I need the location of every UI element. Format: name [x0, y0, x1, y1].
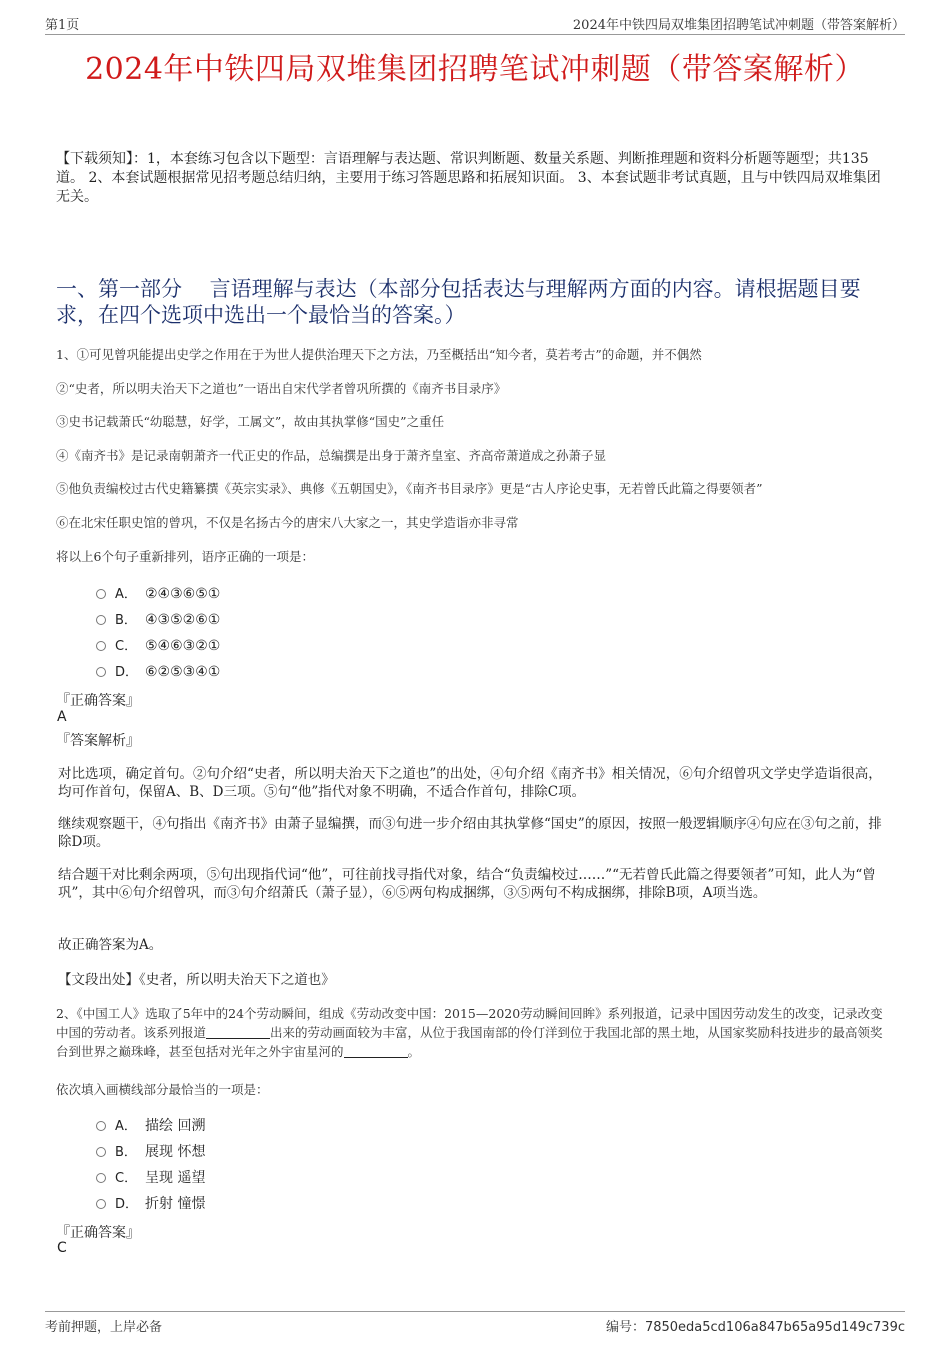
q2-option-b[interactable]: B． 展现 怀想	[96, 1141, 205, 1161]
q2-option-d[interactable]: D． 折射 憧憬	[96, 1193, 205, 1213]
q2-option-a[interactable]: A． 描绘 回溯	[96, 1115, 205, 1135]
radio-icon[interactable]	[96, 1121, 106, 1131]
q1-analysis-para-2: 继续观察题干，④句指出《南齐书》由萧子显编撰，而③句进一步介绍由其执掌修“国史”的原因，按照一般逻辑顺序④句应在③句之前，排除D项。	[58, 816, 882, 850]
q1-sentence-2: ②“史者，所以明夫治天下之道也”一语出自宋代学者曾巩所撰的《南齐书目录序》	[56, 381, 507, 396]
download-notice: 【下载须知】：1，本套练习包含以下题型：言语理解与表达题、常识判断题、数量关系题、判断推理题和资料分析题等题型；共135道。 2、本套试题根据常见招考题总结归纳，主要用于练习答题思路和拓展知识面。 3、本套试题非考试真题，且与中铁四局双堆集团无关。	[56, 151, 881, 205]
section-title: 一、第一部分 言语理解与表达（本部分包括表达与理解两方面的内容。请根据题目要求，在四个选项中选出一个最恰当的答案。）	[56, 277, 861, 327]
q1-sentence-6: ⑥在北宋任职史馆的曾巩，不仅是名扬古今的唐宋八大家之一，其史学造诣亦非寻常	[56, 515, 519, 530]
page-header	[45, 14, 905, 35]
q1-analysis-para-3: 结合题干对比剩余两项，⑤句出现指代词“他”，可往前找寻指代对象，结合“负责编校过……”“无若曾氏此篇之得要领者”可知，此人为“曾巩”，其中⑥句介绍曾巩，而③句介绍萧氏（萧子显），⑥⑤两句构成捆绑，③⑤两句不构成捆绑，排除B项，A项当选。	[58, 867, 876, 901]
document-title: 2024年中铁四局双堆集团招聘笔试冲刺题（带答案解析）	[85, 52, 865, 87]
radio-icon[interactable]	[96, 1147, 106, 1157]
q1-correct-answer: A	[57, 709, 67, 725]
radio-icon[interactable]	[96, 641, 106, 651]
q2-correct-answer: C	[57, 1240, 67, 1256]
header-doc-title: 2024年中铁四局双堆集团招聘笔试冲刺题（带答案解析）	[572, 18, 905, 33]
q1-option-c[interactable]: C． ⑤④⑥③②①	[96, 635, 220, 654]
q2-stem: 2、《中国工人》选取了5年中的24个劳动瞬间，组成《劳动改变中国：2015—2020劳动瞬间回眸》系列报道，记录中国因劳动发生的改变，记录改变中国的劳动者。该系列报道 出来的劳动画面较为丰富，从位于我国南部的伶仃洋到位于我国北部的黑土地，从国家奖励科技进步的最高领奖台到世界之巅珠峰，甚至包括对光年之外宇宙星河的 。	[56, 1006, 883, 1059]
q1-analysis-para-1: 对比选项，确定首句。②句介绍“史者，所以明夫治天下之道也”的出处，④句介绍《南齐书》相关情况，⑥句介绍曾巩文学史学造诣很高，均可作首句，保留A、B、D三项。⑤句“他”指代对象不明确，不适合作首句，排除C项。	[58, 766, 882, 800]
q1-source: 【文段出处】《史者，所以明夫治天下之道也》	[58, 972, 335, 988]
q1-option-a[interactable]: A． ②④③⑥⑤①	[96, 583, 220, 602]
footer-code: 编号：7850eda5cd106a847b65a95d149c739c	[605, 1320, 905, 1335]
page-number: 第1页	[45, 18, 80, 33]
q1-option-d[interactable]: D． ⑥②⑤③④①	[96, 661, 220, 680]
q2-prompt: 依次填入画横线部分最恰当的一项是：	[56, 1082, 269, 1097]
radio-icon[interactable]	[96, 589, 106, 599]
q1-sentence-4: ④《南齐书》是记录南朝萧齐一代正史的作品，总编撰是出身于萧齐皇室、齐高帝萧道成之孙萧子显	[56, 448, 607, 463]
q1-sentence-3: ③史书记载萧氏“幼聪慧，好学，工属文”，故由其执掌修“国史”之重任	[56, 414, 445, 429]
q2-blank-2	[344, 1045, 408, 1058]
q2-correct-answer-label: 『正确答案』	[56, 1225, 140, 1241]
radio-icon[interactable]	[96, 1173, 106, 1183]
q2-blank-1	[206, 1026, 270, 1039]
radio-icon[interactable]	[96, 1199, 106, 1209]
q2-option-c[interactable]: C． 呈现 遥望	[96, 1167, 205, 1187]
radio-icon[interactable]	[96, 667, 106, 677]
q1-sentence-5: ⑤他负责编校过古代史籍纂撰《英宗实录》、典修《五朝国史》，《南齐书目录序》更是“古人序论史事，无若曾氏此篇之得要领者”	[56, 481, 763, 496]
q1-analysis-label: 『答案解析』	[56, 733, 140, 749]
radio-icon[interactable]	[96, 615, 106, 625]
q1-analysis-para-4: 故正确答案为A。	[58, 937, 163, 953]
page-footer	[45, 1311, 905, 1337]
q1-sentence-1: 1、①可见曾巩能提出史学之作用在于为世人提供治理天下之方法，乃至概括出“知今者，莫若考古”的命题，并不偶然	[56, 347, 702, 362]
q1-correct-answer-label: 『正确答案』	[56, 693, 140, 709]
q1-option-b[interactable]: B． ④③⑤②⑥①	[96, 609, 220, 628]
footer-slogan: 考前押题，上岸必备	[45, 1320, 163, 1335]
q1-prompt: 将以上6个句子重新排列，语序正确的一项是：	[56, 549, 314, 564]
